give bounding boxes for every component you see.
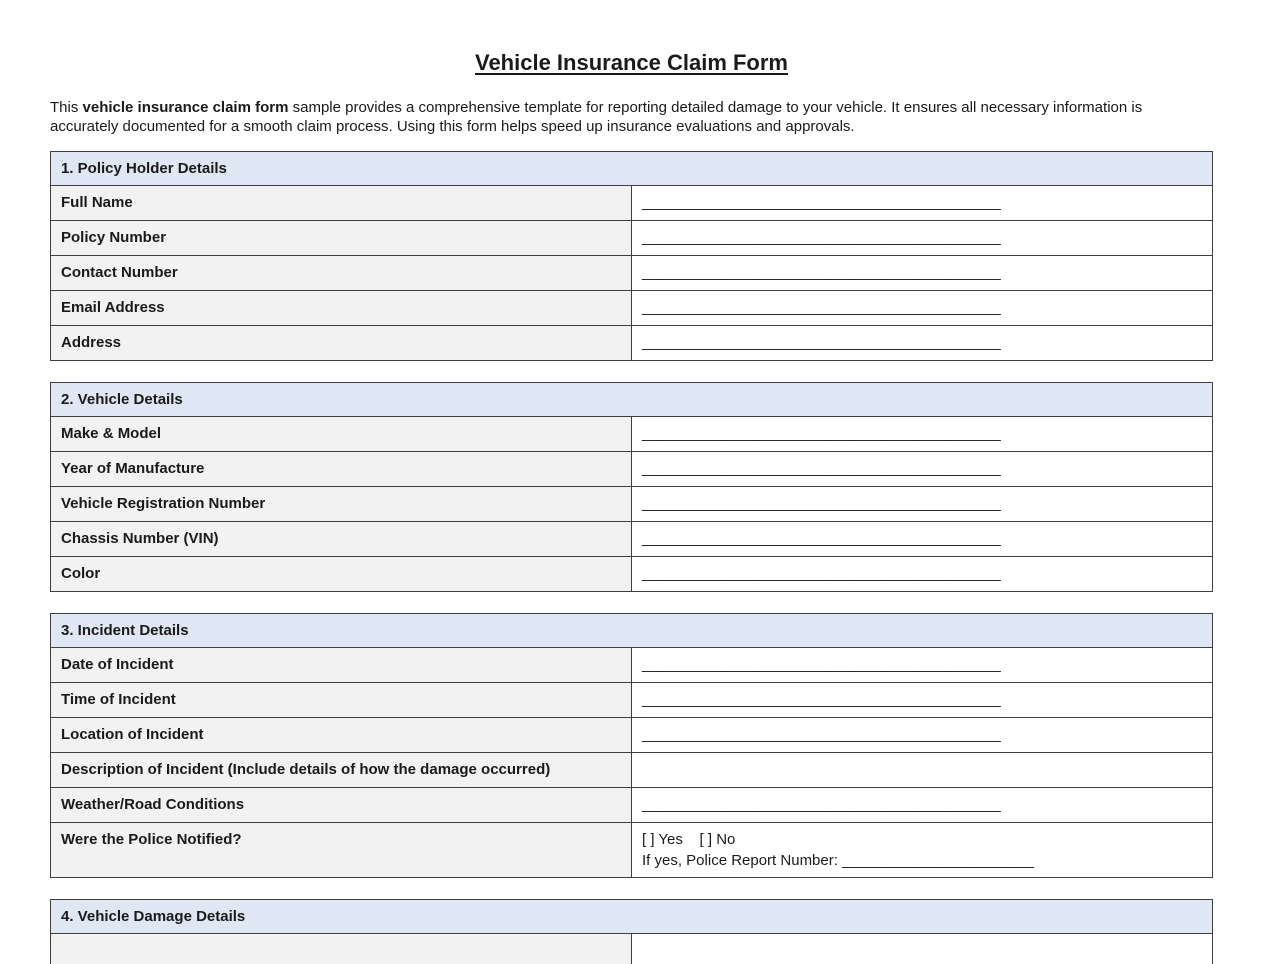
- section-header: 1. Policy Holder Details: [51, 152, 1213, 186]
- section-header: 3. Incident Details: [51, 614, 1213, 648]
- blank-fill-line: ___________________________________________: [642, 460, 1001, 477]
- police-notified-options: [ ] Yes [ ] No: [642, 831, 736, 848]
- section-header: 4. Vehicle Damage Details: [51, 900, 1213, 934]
- section-table: [50, 151, 1213, 361]
- blank-fill-line: ___________________________________________: [642, 530, 1001, 547]
- table-row: [51, 823, 1213, 878]
- field-label: Description of Incident (Include details of how the damage occurred): [51, 753, 632, 788]
- section-table: [50, 899, 1213, 964]
- field-value: [632, 326, 1213, 361]
- field-label: [51, 934, 632, 964]
- table-row: [51, 683, 1213, 718]
- field-value: [632, 683, 1213, 718]
- table-row: [51, 417, 1213, 452]
- field-value: [632, 256, 1213, 291]
- table-row: [51, 753, 1213, 788]
- blank-fill-line: ___________________________________________: [642, 495, 1001, 512]
- blank-fill-line: ___________________________________________: [642, 299, 1001, 316]
- intro-text-post: sample provides a comprehensive template for reporting detailed damage to your vehicle. It ensures all necessary information is accurately documented for a smooth claim process. Using this form helps speed up insurance evaluations and approvals.: [50, 99, 1143, 135]
- field-value: [632, 753, 1213, 788]
- field-label: Were the Police Notified?: [51, 823, 632, 878]
- table-row: [51, 256, 1213, 291]
- field-value: [632, 788, 1213, 823]
- section-header: 2. Vehicle Details: [51, 383, 1213, 417]
- field-value: [632, 522, 1213, 557]
- blank-fill-line: ___________________________________________: [642, 229, 1001, 246]
- police-report-number-line: If yes, Police Report Number: _______________________: [642, 852, 1034, 869]
- field-value: [632, 186, 1213, 221]
- field-label: Year of Manufacture: [51, 452, 632, 487]
- field-label: Color: [51, 557, 632, 592]
- field-value: [632, 648, 1213, 683]
- table-row: [51, 934, 1213, 964]
- field-label: Chassis Number (VIN): [51, 522, 632, 557]
- table-row: [51, 788, 1213, 823]
- field-value: [632, 291, 1213, 326]
- blank-fill-line: ___________________________________________: [642, 425, 1001, 442]
- blank-fill-line: ___________________________________________: [642, 726, 1001, 743]
- field-label: Date of Incident: [51, 648, 632, 683]
- table-row: [51, 522, 1213, 557]
- field-value: [632, 452, 1213, 487]
- blank-fill-line: ___________________________________________: [642, 264, 1001, 281]
- intro-text-pre: This: [50, 99, 83, 116]
- table-row: [51, 452, 1213, 487]
- field-value: [632, 557, 1213, 592]
- field-label: Policy Number: [51, 221, 632, 256]
- table-row: [51, 557, 1213, 592]
- table-row: [51, 221, 1213, 256]
- table-row: [51, 718, 1213, 753]
- table-row: [51, 186, 1213, 221]
- blank-fill-line: ___________________________________________: [642, 565, 1001, 582]
- field-label: Weather/Road Conditions: [51, 788, 632, 823]
- table-row: [51, 326, 1213, 361]
- page-title: Vehicle Insurance Claim Form: [474, 50, 788, 75]
- field-value: [632, 934, 1213, 964]
- field-label: Contact Number: [51, 256, 632, 291]
- field-label: Location of Incident: [51, 718, 632, 753]
- section-table: [50, 613, 1213, 878]
- form-sections: [50, 151, 1213, 964]
- field-label: Make & Model: [51, 417, 632, 452]
- blank-fill-line: ___________________________________________: [642, 656, 1001, 673]
- blank-fill-line: ___________________________________________: [642, 796, 1001, 813]
- intro-paragraph: [50, 99, 1213, 136]
- field-value: [632, 487, 1213, 522]
- form-content: [50, 0, 1213, 964]
- blank-fill-line: ___________________________________________: [642, 691, 1001, 708]
- table-row: [51, 291, 1213, 326]
- field-label: Email Address: [51, 291, 632, 326]
- field-value: [632, 823, 1213, 878]
- blank-fill-line: ___________________________________________: [642, 194, 1001, 211]
- field-label: Time of Incident: [51, 683, 632, 718]
- table-row: [51, 487, 1213, 522]
- field-label: Vehicle Registration Number: [51, 487, 632, 522]
- field-value: [632, 221, 1213, 256]
- field-label: Address: [51, 326, 632, 361]
- table-row: [51, 648, 1213, 683]
- field-label: Full Name: [51, 186, 632, 221]
- intro-text-bold: vehicle insurance claim form: [82, 99, 289, 116]
- section-table: [50, 382, 1213, 592]
- blank-fill-line: ___________________________________________: [642, 334, 1001, 351]
- field-value: [632, 718, 1213, 753]
- field-value: [632, 417, 1213, 452]
